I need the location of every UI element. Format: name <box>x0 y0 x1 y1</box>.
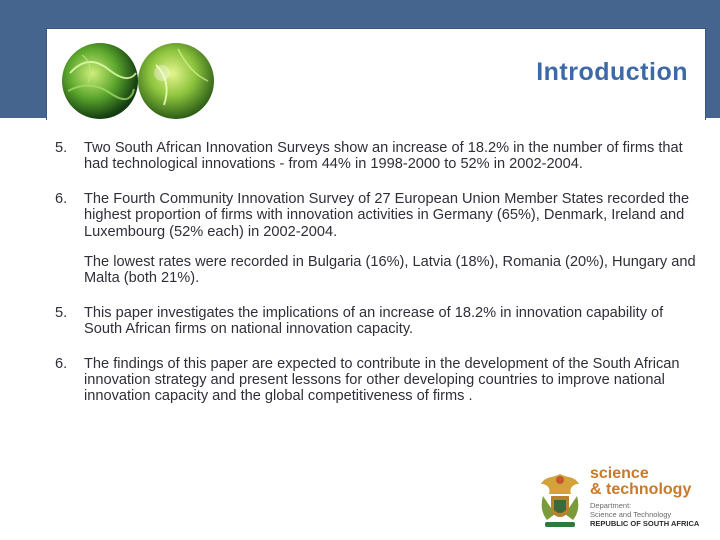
page-title: Introduction <box>536 58 688 86</box>
item-subparagraph: The lowest rates were recorded in Bulgaria (16%), Latvia (18%), Romania (20%), Hungary and Malta (both 21%). <box>84 254 696 287</box>
content-body <box>55 140 705 417</box>
item-text: Two South African Innovation Surveys show an increase of 18.2% in the number of firms that had technological innovations - from 44% in 1998-2000 to 52% in 2002-2004. <box>84 140 683 173</box>
item-text: The Fourth Community Innovation Survey of 27 European Union Member States recorded the highest proportion of firms with innovation activities in Germany (65%), Denmark, Ireland and Luxembourg (52% each) in 2002-2004. <box>84 190 690 240</box>
leaf-balls-image <box>58 33 218 121</box>
list-item <box>55 305 705 338</box>
logo-block <box>590 466 720 528</box>
item-number: 6. <box>55 190 68 207</box>
item-text: This paper investigates the implications of an increase of 18.2% in innovation capability of South African firms on national innovation capacity. <box>84 304 664 338</box>
item-text: The findings of this paper are expected to contribute in the development of the South African innovation strategy and present lessons for other developing countries to improve national innovation capacity and the global competitiveness of firms . <box>84 355 680 405</box>
item-number: 5. <box>55 140 68 156</box>
logo-country: REPUBLIC OF SOUTH AFRICA <box>590 519 700 528</box>
logo-department-label: Department: <box>590 501 632 510</box>
item-number: 5. <box>55 304 68 321</box>
list-item <box>55 356 705 405</box>
list-item <box>55 140 705 173</box>
coat-of-arms-icon <box>535 470 585 532</box>
list-item <box>55 191 705 240</box>
item-number: 6. <box>55 355 68 372</box>
logo-department-name: Science and Technology <box>590 510 672 519</box>
logo-line-science: science <box>590 465 649 482</box>
logo-line-technology: & technology <box>590 481 692 498</box>
